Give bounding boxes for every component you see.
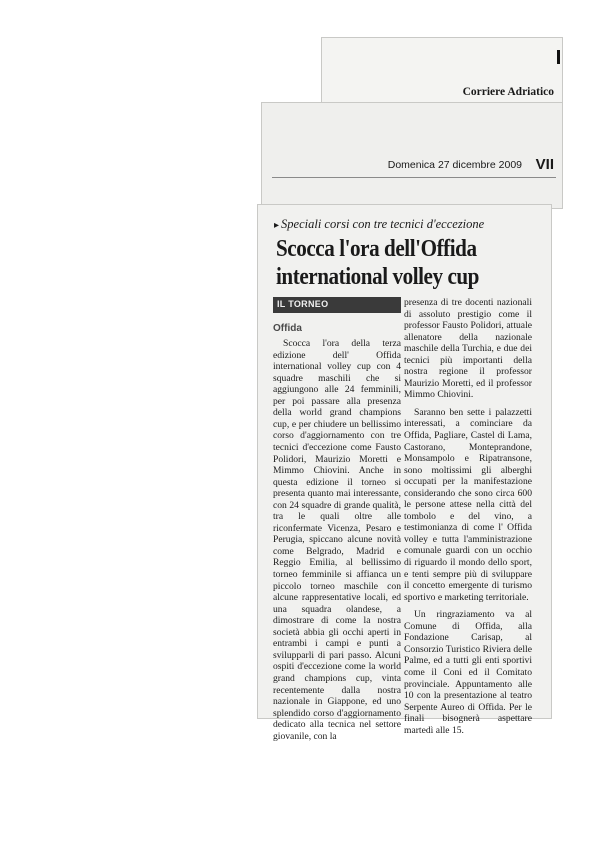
- date-clipping: [262, 103, 562, 208]
- article-paragraph: presenza di tre docenti nazionali di assoluto prestigio come il professor Fausto Polidori, attuale allenatore della nazionale maschile della Turchia, e due dei tecnici più importanti della nostra regione il professor Maurizio Moretti, ed il professor Mimmo Chiovini.: [404, 297, 532, 401]
- kicker-text: Speciali corsi con tre tecnici d'eccezione: [281, 217, 485, 231]
- section-tag: IL TORNEO: [273, 297, 401, 313]
- article-paragraph: Saranno ben sette i palazzetti interessati, a cominciare da Offida, Pagliare, Castel di Lama, Castorano, Monteprandone, Monsampolo e Ripatransone, sono moltissimi gli alberghi occupati per la manifestazione considerando che sono circa 600 le persone attese nella città del tombolo e del vino, a testimonianza di come l' Offida volley e tutta l'amministrazione comunale guardi con un occhio di riguardo il mondo dello sport, e tenti sempre più di sviluppare il concetto emergente di turismo sportivo e marketing territoriale.: [404, 406, 532, 603]
- article-kicker: [274, 217, 484, 232]
- publication-date: Domenica 27 dicembre 2009: [387, 159, 522, 171]
- article-headline: Scocca l'ora dell'Offida international volley cup: [276, 236, 479, 290]
- article-paragraph: Scocca l'ora della terza edizione dell' Offida international volley cup con 4 squadre maschili che si aggiungono alle 24 femminili, per poi passare alla presenza della world grand champions cup, e per chiudere un bellissimo corso d'aggiornamento con tre tecnici d'eccezione come Fausto Polidori, Maurizio Moretti e Mimmo Chiovini. Anche in questa edizione il torneo si presenta quanto mai interessante, con 24 squadre di grande qualità, tra le quali oltre alle riconfermate Vicenza, Pesaro e Perugia, spiccano alcune novità come Belgrado, Madrid e Reggio Emilia, al bellissimo torneo femminile si affianca un piccolo torneo maschile con alcune rappresentative locali, ed una squadra olandese, a dimostrare di come la nostra società abbia gli occhi aperti in entrambi i campi e punti a svilupparli di pari passo. Alcuni ospiti d'eccezione come la world grand champions cup, vinta recentemente dalla nostra nazionale in Giappone, ed uno splendido corso d'aggiornamento dedicato alla tecnica nel settore giovanile, con la: [273, 338, 401, 742]
- newspaper-masthead: Corriere Adriatico: [462, 86, 554, 98]
- article-place: Offida: [273, 322, 302, 334]
- article-clipping: [258, 205, 551, 742]
- article-column-right: [404, 297, 532, 742]
- header-rule: [272, 177, 556, 178]
- article-paragraph: Un ringraziamento va al Comune di Offida, alla Fondazione Carisap, al Consorzio Turistico Riviera delle Palme, ed a tutti gli enti sportivi come il Coni ed il Comitato provinciale. Appuntamento alle 10 con la presentazione al teatro Serpente Aureo di Offida. Per le finali bisognerà aspettare martedì alle 15.: [404, 609, 532, 736]
- kicker-arrow-icon: ▸: [274, 220, 280, 231]
- page-number: VII: [535, 156, 554, 173]
- article-column-left: [273, 297, 401, 748]
- masthead-bar: [557, 50, 560, 64]
